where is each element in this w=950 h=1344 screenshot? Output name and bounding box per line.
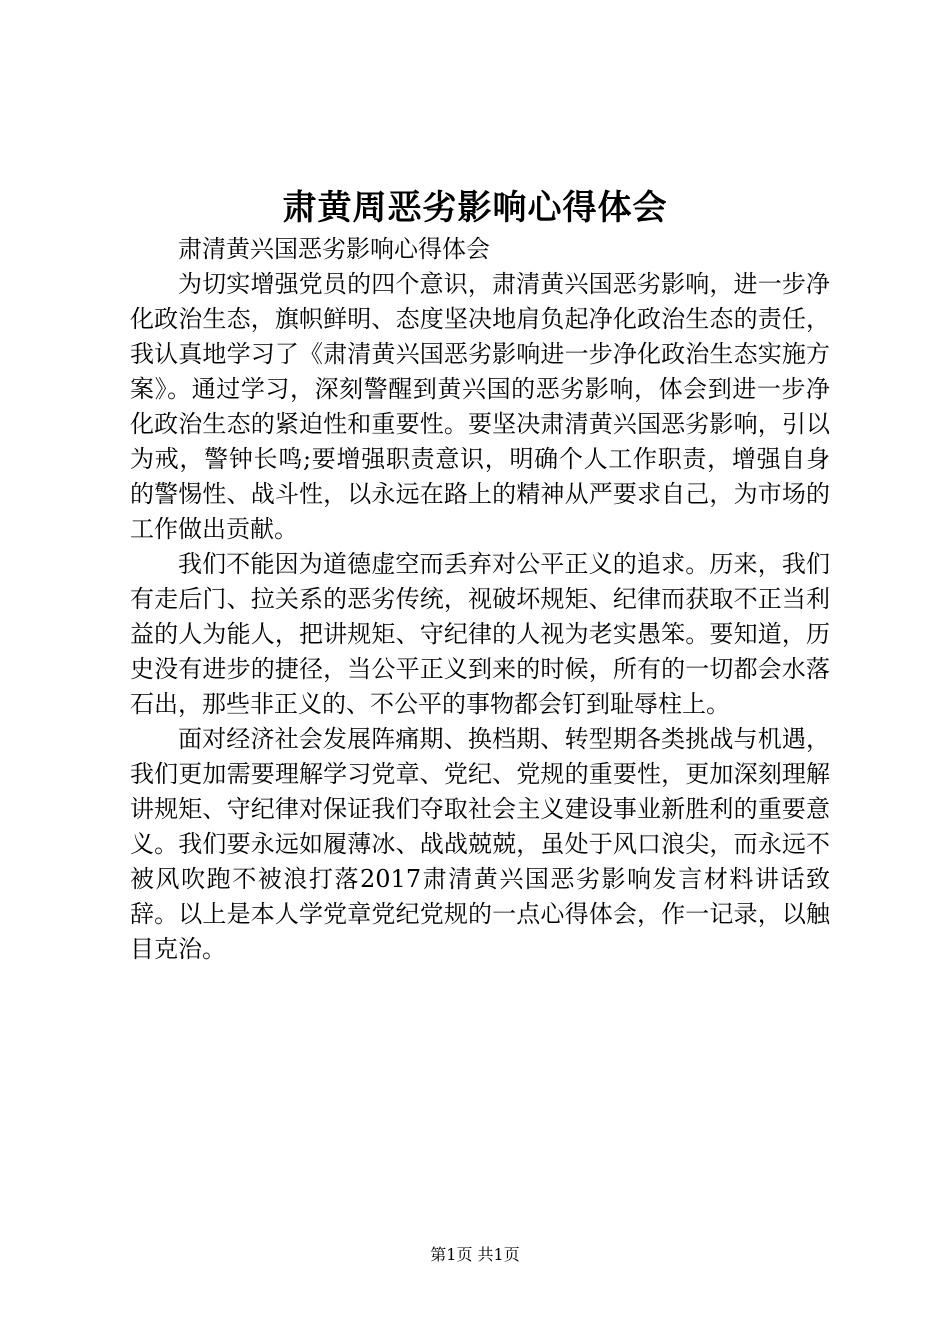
document-title: 肃黄周恶劣影响心得体会 <box>282 188 668 228</box>
page-footer: 第1页 共1页 <box>430 1245 520 1264</box>
paragraph-subtitle: 肃清黄兴国恶劣影响心得体会 <box>178 235 490 263</box>
paragraph: 我们不能因为道德虚空而丢弃对公平正义的追求。历来，我们有走后门、拉关系的恶劣传统，视破坏规矩、纪律而获取不正当利益的人为能人，把讲规矩、守纪律的人视为老实愚笨。要知道，历史没有进步的捷径，当公平正义到来的时候，所有的一切都会水落石出，那些非正义的、不公平的事物都会钉到耻辱柱上。 <box>130 550 830 718</box>
paragraph: 为切实增强党员的四个意识，肃清黄兴国恶劣影响，进一步净化政治生态，旗帜鲜明、态度坚决地肩负起净化政治生态的责任，我认真地学习了《肃清黄兴国恶劣影响进一步净化政治生态实施方案》。通过学习，深刻警醒到黄兴国的恶劣影响，体会到进一步净化政治生态的紧迫性和重要性。要坚决肃清黄兴国恶劣影响，引以为戒，警钟长鸣;要增强职责意识，明确个人工作职责，增强自身的警惕性、战斗性，以永远在路上的精神从严要求自己，为市场的工作做出贡献。 <box>130 270 830 543</box>
paragraph: 面对经济社会发展阵痛期、换档期、转型期各类挑战与机遇，我们更加需要理解学习党章、党纪、党规的重要性，更加深刻理解讲规矩、守纪律对保证我们夺取社会主义建设事业新胜利的重要意义。我们要永远如履薄冰、战战兢兢，虽处于风口浪尖，而永远不被风吹跑不被浪打落2017肃清黄兴国恶劣影响发言材料讲话致辞。以上是本人学党章党纪党规的一点心得体会，作一记录，以触目克治。 <box>130 725 830 963</box>
document-body <box>130 232 830 967</box>
